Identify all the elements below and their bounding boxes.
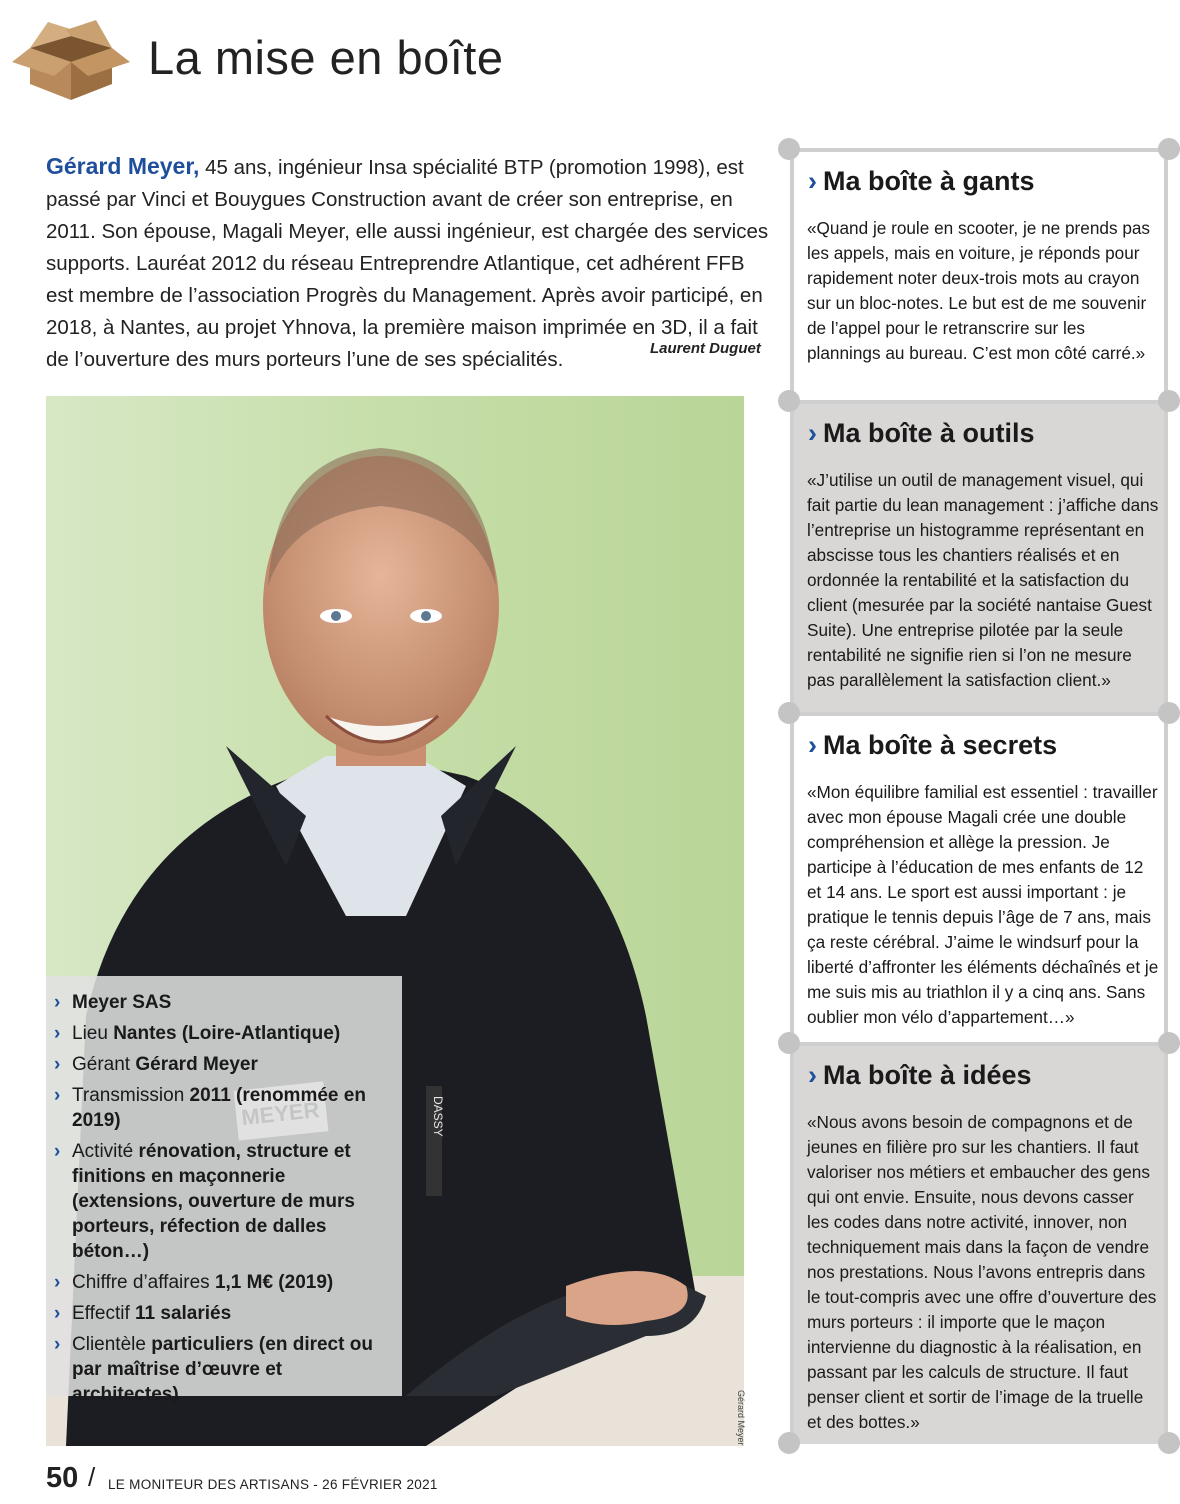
box-secrets-quote: «Mon équilibre familial est essentiel : travailler avec mon épouse Magali crée une double compréhension et allège la pression. Je participe à l’éducation de mes enfants de 12 et 14 ans. Le sport est aussi important : je pratique le tennis depuis l’âge de 7 ans, mais ça reste cérébral. J’aime le windsurf pour la liberté d’affronter les éléments déchaînés et je me suis mis au triathlon il y a cinq ans. Sans oublier mon vélo d’appartement…» [807, 782, 1159, 1027]
fact-item [54, 990, 394, 1015]
company-facts-panel [46, 976, 402, 1405]
chevron-icon: › [54, 1141, 61, 1162]
chevron-icon: › [808, 730, 817, 760]
cardboard-box-icon [10, 14, 132, 102]
chevron-icon: › [808, 166, 817, 196]
fact-item [54, 1083, 394, 1133]
box-idees-title: › Ma boîte à idées [808, 1060, 1032, 1090]
fact-label: Meyer SAS [72, 992, 172, 1013]
chevron-icon: › [808, 1060, 817, 1090]
chevron-icon: › [54, 1085, 61, 1106]
fact-value: 11 salariés [135, 1303, 232, 1324]
box-idees [790, 1042, 1168, 1444]
box-outils-quote: «J’utilise un outil de management visuel, qui fait partie du lean management : j’affiche dans l’entreprise un histogramme représentant en abscisse tous les chantiers réalisés et en ordonnée la rentabilité et la satisfaction du client (mesurée par la société nantaise Guest Suite). Une entreprise pilotée par la seule rentabilité ne signifie rien si l’on ne mesure pas parallèlement la satisfaction client.» [807, 470, 1159, 690]
fact-item [54, 1301, 394, 1326]
chevron-icon: › [54, 1303, 61, 1324]
fact-item [54, 1270, 394, 1295]
fact-label: Gérant [72, 1054, 131, 1075]
intro-text: 45 ans, ingénieur Insa spécialité BTP (promotion 1998), est passé par Vinci et Bouygues Construction avant de créer son entreprise, en 2011. Son épouse, Magali Meyer, elle aussi ingénieur, est chargée des services supports. Lauréat 2012 du réseau Entreprendre Atlantique, cet adhérent FFB est membre de l’association Progrès du Management. Après avoir participé, en 2018, à Nantes, au projet Yhnova, la première maison imprimée en 3D, il a fait de l’ouverture des murs porteurs l’une de ses spécialités. [46, 156, 769, 371]
chevron-icon: › [54, 1023, 61, 1044]
fact-value: Nantes (Loire-Atlantique) [113, 1023, 341, 1044]
photo-credit: Gérard Meyer [736, 1390, 746, 1446]
fact-value: 2011 (renommée en 2019) [72, 1085, 366, 1131]
fact-value: 1,1 M€ (2019) [214, 1272, 334, 1293]
intro-name: Gérard Meyer, [46, 153, 200, 179]
box-gants-quote: «Quand je roule en scooter, je ne prends pas les appels, mais en voiture, je réponds pour rapidement noter deux-trois mots au crayon sur un bloc-notes. Le but est de me souvenir de l’appel pour le retranscrire sur les plannings au bureau. C’est mon côté carré.» [807, 218, 1151, 363]
box-gants-title: › Ma boîte à gants [808, 166, 1035, 196]
fact-value: particuliers (en direct ou par maîtrise d’œuvre et architectes) [72, 1334, 373, 1405]
box-idees-quote: «Nous avons besoin de compagnons et de jeunes en filière pro sur les chantiers. Il faut valoriser nos métiers et embaucher des gens qui ont envie. Ensuite, nous devons casser les codes dans notre activité, innover, non techniquement mais dans la façon de vendre nos prestations. Nous l’avons entrepris dans le tout-compris avec une offre d’ouverture des murs porteurs : il importe que le maçon intervienne du diagnostic à la réalisation, en passant par les calculs de structure. Il faut penser client et sortir de l’image de la truelle et des bottes.» [807, 1112, 1157, 1432]
fact-label: Chiffre d’affaires [72, 1272, 210, 1293]
box-secrets [790, 712, 1168, 1042]
fact-label: Effectif [72, 1303, 130, 1324]
chevron-icon: › [54, 1054, 61, 1075]
box-outils [790, 400, 1168, 712]
chevron-icon: › [808, 418, 817, 448]
fact-label: Lieu [72, 1023, 108, 1044]
author-byline: Laurent Duguet [650, 340, 761, 357]
magazine-issue: LE MONITEUR DES ARTISANS - 26 FÉVRIER 2021 [108, 1477, 438, 1492]
box-secrets-title: › Ma boîte à secrets [808, 730, 1058, 760]
fact-item [54, 1021, 394, 1046]
chevron-icon: › [54, 1272, 61, 1293]
fact-item [54, 1139, 394, 1264]
chevron-icon: › [54, 992, 61, 1013]
fact-label: Activité [72, 1141, 134, 1162]
zip-brand: DASSY [431, 1096, 445, 1137]
fact-label: Transmission [72, 1085, 185, 1106]
chevron-icon: › [54, 1334, 61, 1355]
fact-item [54, 1052, 394, 1077]
box-gants [790, 148, 1168, 400]
facts-list [46, 976, 402, 1407]
fact-item [54, 1332, 394, 1407]
fact-value: Gérard Meyer [135, 1054, 258, 1075]
fact-label: Clientèle [72, 1334, 146, 1355]
box-outils-title: › Ma boîte à outils [808, 418, 1035, 448]
footer-separator: / [88, 1462, 96, 1492]
page-title: La mise en boîte [148, 31, 504, 84]
page-number: 50 [46, 1462, 79, 1494]
fact-value: rénovation, structure et finitions en maçonnerie (extensions, ouverture de murs porteurs, réfection de dalles béton…) [72, 1141, 355, 1262]
